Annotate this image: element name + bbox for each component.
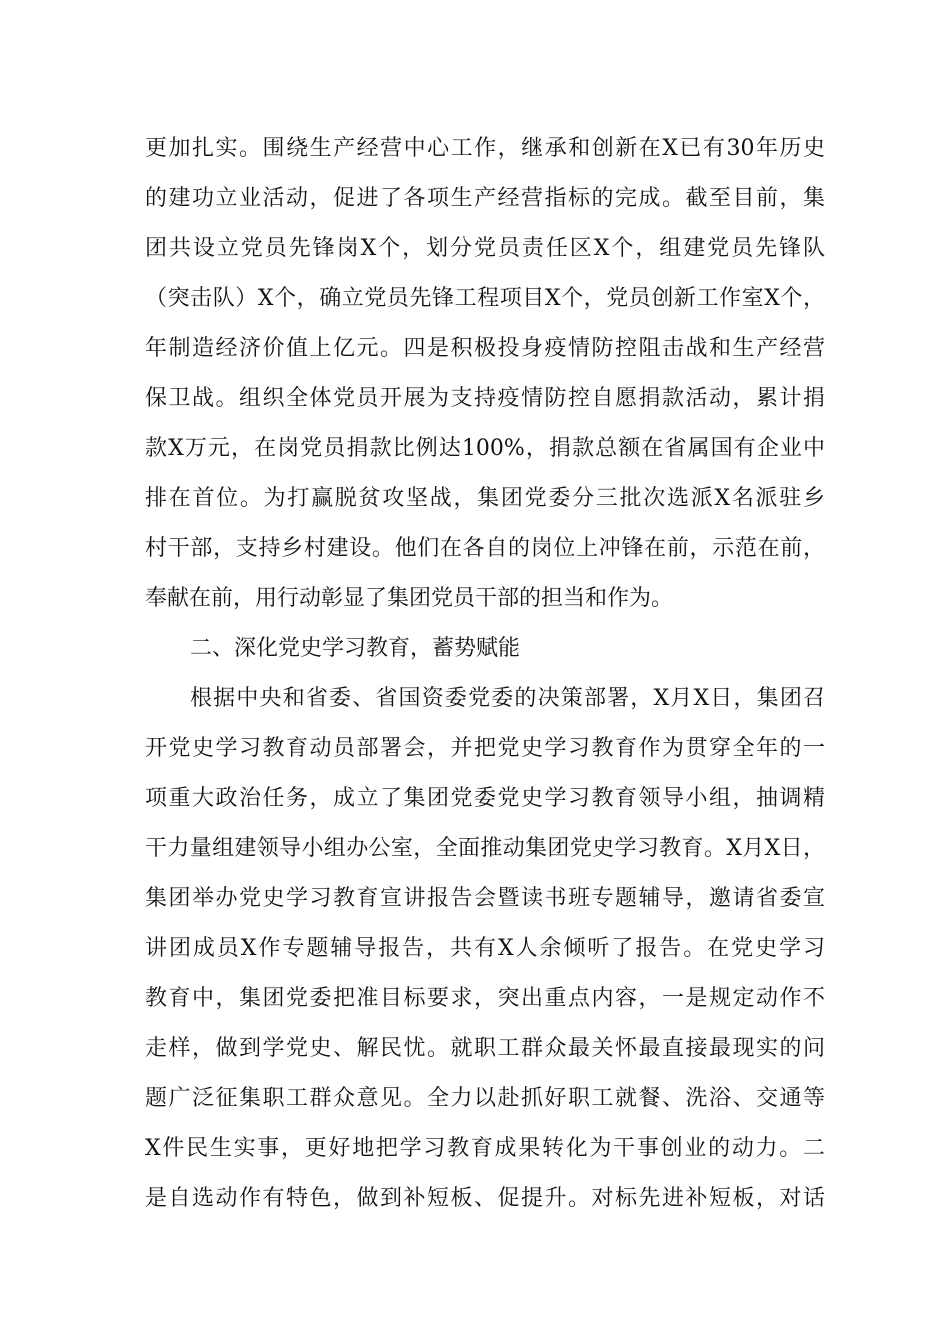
body-text-line: 保卫战。组织全体党员开展为支持疫情防控自愿捐款活动，累计捐 (145, 386, 825, 411)
body-text-line: 是自选动作有特色，做到补短板、促提升。对标先进补短板，对话 (145, 1186, 825, 1211)
body-text-line: 年制造经济价值上亿元。四是积极投身疫情防控阻击战和生产经营 (145, 336, 825, 361)
body-text-line: 排在首位。为打赢脱贫攻坚战，集团党委分三批次选派X名派驻乡 (145, 486, 825, 511)
body-text-line: 教育中，集团党委把准目标要求，突出重点内容，一是规定动作不 (145, 986, 825, 1011)
section-heading: 二、深化党史学习教育，蓄势赋能 (190, 636, 521, 661)
body-text-line: 团共设立党员先锋岗X个，划分党员责任区X个，组建党员先锋队 (145, 236, 825, 261)
body-text-line: 村干部，支持乡村建设。他们在各自的岗位上冲锋在前，示范在前， (145, 536, 825, 561)
body-text-line: 款X万元，在岗党员捐款比例达100%，捐款总额在省属国有企业中 (145, 436, 825, 461)
body-text-line: 的建功立业活动，促进了各项生产经营指标的完成。截至目前，集 (145, 186, 825, 211)
body-text-line: 集团举办党史学习教育宣讲报告会暨读书班专题辅导，邀请省委宣 (145, 886, 825, 911)
body-text-line: 根据中央和省委、省国资委党委的决策部署，X月X日，集团召 (190, 686, 825, 711)
body-text-line: 开党史学习教育动员部署会，并把党史学习教育作为贯穿全年的一 (145, 736, 825, 761)
body-text-line: 奉献在前，用行动彰显了集团党员干部的担当和作为。 (145, 586, 674, 611)
body-text-line: X件民生实事，更好地把学习教育成果转化为干事创业的动力。二 (145, 1136, 825, 1161)
body-text-line: 更加扎实。围绕生产经营中心工作，继承和创新在X已有30年历史 (145, 136, 825, 161)
body-text-line: 讲团成员X作专题辅导报告，共有X人余倾听了报告。在党史学习 (145, 936, 825, 961)
body-text-line: 题广泛征集职工群众意见。全力以赴抓好职工就餐、洗浴、交通等 (145, 1086, 825, 1111)
body-text-line: 干力量组建领导小组办公室，全面推动集团党史学习教育。X月X日， (145, 836, 825, 861)
body-text-line: （突击队）X个，确立党员先锋工程项目X个，党员创新工作室X个， (145, 286, 825, 311)
body-text-line: 项重大政治任务，成立了集团党委党史学习教育领导小组，抽调精 (145, 786, 825, 811)
body-text-line: 走样，做到学党史、解民忧。就职工群众最关怀最直接最现实的问 (145, 1036, 825, 1061)
